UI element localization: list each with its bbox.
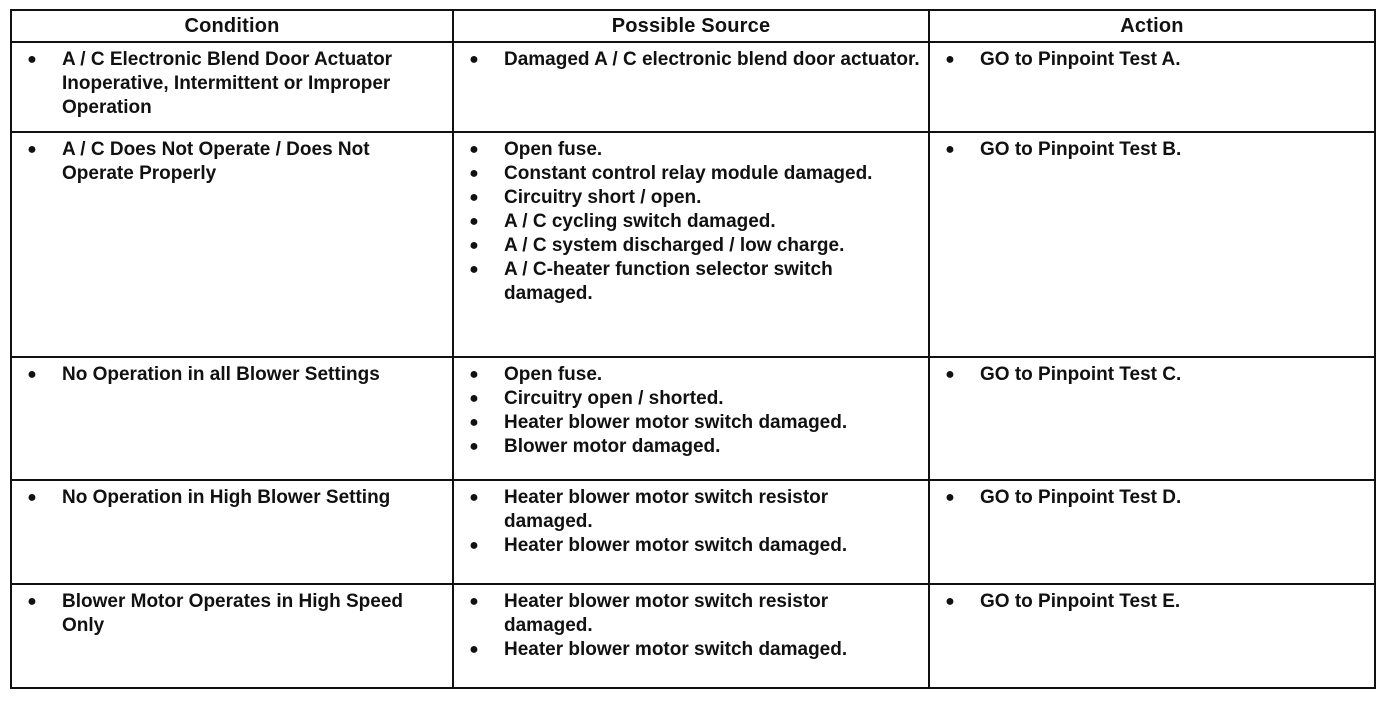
bullet-dot-icon: ● [27,51,37,68]
source-item-text: Damaged A / C electronic blend door actuator. [504,49,920,70]
source-item-text: A / C cycling switch damaged. [504,211,776,232]
source-item [454,638,920,662]
diagnosis-table-container [10,9,1374,709]
condition-item-text: A / C Does Not Operate / Does Not Operate Properly [62,139,370,184]
source-item [454,234,920,258]
possible-source-cell [453,42,929,132]
condition-cell-list [12,358,452,387]
bullet-dot-icon: ● [469,165,479,182]
source-item [454,138,920,162]
bullet-dot-icon: ● [469,189,479,206]
bullet-dot-icon: ● [27,489,37,506]
bullet-dot-icon: ● [945,141,955,158]
action-cell [929,132,1375,357]
source-item [454,162,920,186]
action-cell [929,357,1375,480]
possible-source-cell-list [454,585,928,662]
bullet-dot-icon: ● [945,366,955,383]
condition-item-text: A / C Electronic Blend Door Actuator Inoperative, Intermittent or Improper Operation [62,49,393,118]
possible-source-cell [453,357,929,480]
action-item [930,138,1366,162]
condition-cell [11,584,453,688]
action-cell-list [930,43,1374,72]
source-item [454,387,920,411]
action-item [930,48,1366,72]
condition-item [12,363,444,387]
bullet-dot-icon: ● [945,489,955,506]
bullet-dot-icon: ● [27,593,37,610]
action-cell-list [930,133,1374,162]
source-item [454,48,920,72]
header-action: Action [929,10,1375,42]
bullet-dot-icon: ● [469,213,479,230]
bullet-dot-icon: ● [469,261,479,278]
action-cell-list [930,585,1374,614]
condition-cell [11,357,453,480]
source-item [454,534,920,558]
possible-source-cell [453,132,929,357]
source-item-text: A / C-heater function selector switch damaged. [504,259,833,304]
possible-source-cell [453,584,929,688]
source-item-text: Heater blower motor switch resistor damaged. [504,487,829,532]
table-body [11,42,1375,688]
action-item-text: GO to Pinpoint Test E. [980,591,1181,612]
bullet-dot-icon: ● [469,593,479,610]
bullet-dot-icon: ● [469,366,479,383]
header-possible-source: Possible Source [453,10,929,42]
condition-cell-list [12,133,452,186]
table-row [11,357,1375,480]
bullet-dot-icon: ● [469,489,479,506]
source-item [454,258,920,306]
bullet-dot-icon: ● [469,51,479,68]
source-item-text: Open fuse. [504,364,603,385]
source-item [454,590,920,638]
table-row [11,42,1375,132]
action-cell-list [930,481,1374,510]
condition-item [12,48,444,120]
condition-cell [11,132,453,357]
source-item [454,210,920,234]
action-item [930,363,1366,387]
source-item-text: Blower motor damaged. [504,436,721,457]
action-item [930,486,1366,510]
bullet-dot-icon: ● [469,141,479,158]
condition-cell [11,480,453,584]
source-item [454,363,920,387]
source-item [454,486,920,534]
action-cell [929,584,1375,688]
source-item-text: Heater blower motor switch damaged. [504,412,848,433]
source-item-text: Heater blower motor switch damaged. [504,639,848,660]
bullet-dot-icon: ● [469,237,479,254]
bullet-dot-icon: ● [469,438,479,455]
condition-item-text: No Operation in High Blower Setting [62,487,391,508]
action-cell [929,42,1375,132]
action-item [930,590,1366,614]
condition-item [12,590,444,638]
diagnosis-table [10,9,1376,689]
source-item-text: Circuitry short / open. [504,187,702,208]
possible-source-cell-list [454,43,928,72]
bullet-dot-icon: ● [27,141,37,158]
bullet-dot-icon: ● [945,593,955,610]
action-cell-list [930,358,1374,387]
header-row [11,10,1375,42]
table-row [11,480,1375,584]
bullet-dot-icon: ● [469,390,479,407]
possible-source-cell-list [454,481,928,558]
condition-item-text: Blower Motor Operates in High Speed Only [62,591,403,636]
condition-item [12,486,444,510]
source-item-text: Heater blower motor switch resistor damaged. [504,591,829,636]
bullet-dot-icon: ● [945,51,955,68]
possible-source-cell-list [454,133,928,306]
action-item-text: GO to Pinpoint Test D. [980,487,1182,508]
table-row [11,584,1375,688]
source-item-text: A / C system discharged / low charge. [504,235,845,256]
condition-cell-list [12,43,452,120]
possible-source-cell-list [454,358,928,459]
source-item-text: Constant control relay module damaged. [504,163,873,184]
bullet-dot-icon: ● [469,414,479,431]
condition-item-text: No Operation in all Blower Settings [62,364,380,385]
possible-source-cell [453,480,929,584]
source-item-text: Open fuse. [504,139,603,160]
condition-item [12,138,444,186]
source-item [454,435,920,459]
action-item-text: GO to Pinpoint Test B. [980,139,1182,160]
source-item [454,186,920,210]
source-item-text: Heater blower motor switch damaged. [504,535,848,556]
action-item-text: GO to Pinpoint Test A. [980,49,1181,70]
source-item-text: Circuitry open / shorted. [504,388,724,409]
condition-cell-list [12,481,452,510]
header-condition: Condition [11,10,453,42]
condition-cell-list [12,585,452,638]
action-item-text: GO to Pinpoint Test C. [980,364,1182,385]
bullet-dot-icon: ● [469,641,479,658]
bullet-dot-icon: ● [27,366,37,383]
table-row [11,132,1375,357]
condition-cell [11,42,453,132]
source-item [454,411,920,435]
bullet-dot-icon: ● [469,537,479,554]
action-cell [929,480,1375,584]
